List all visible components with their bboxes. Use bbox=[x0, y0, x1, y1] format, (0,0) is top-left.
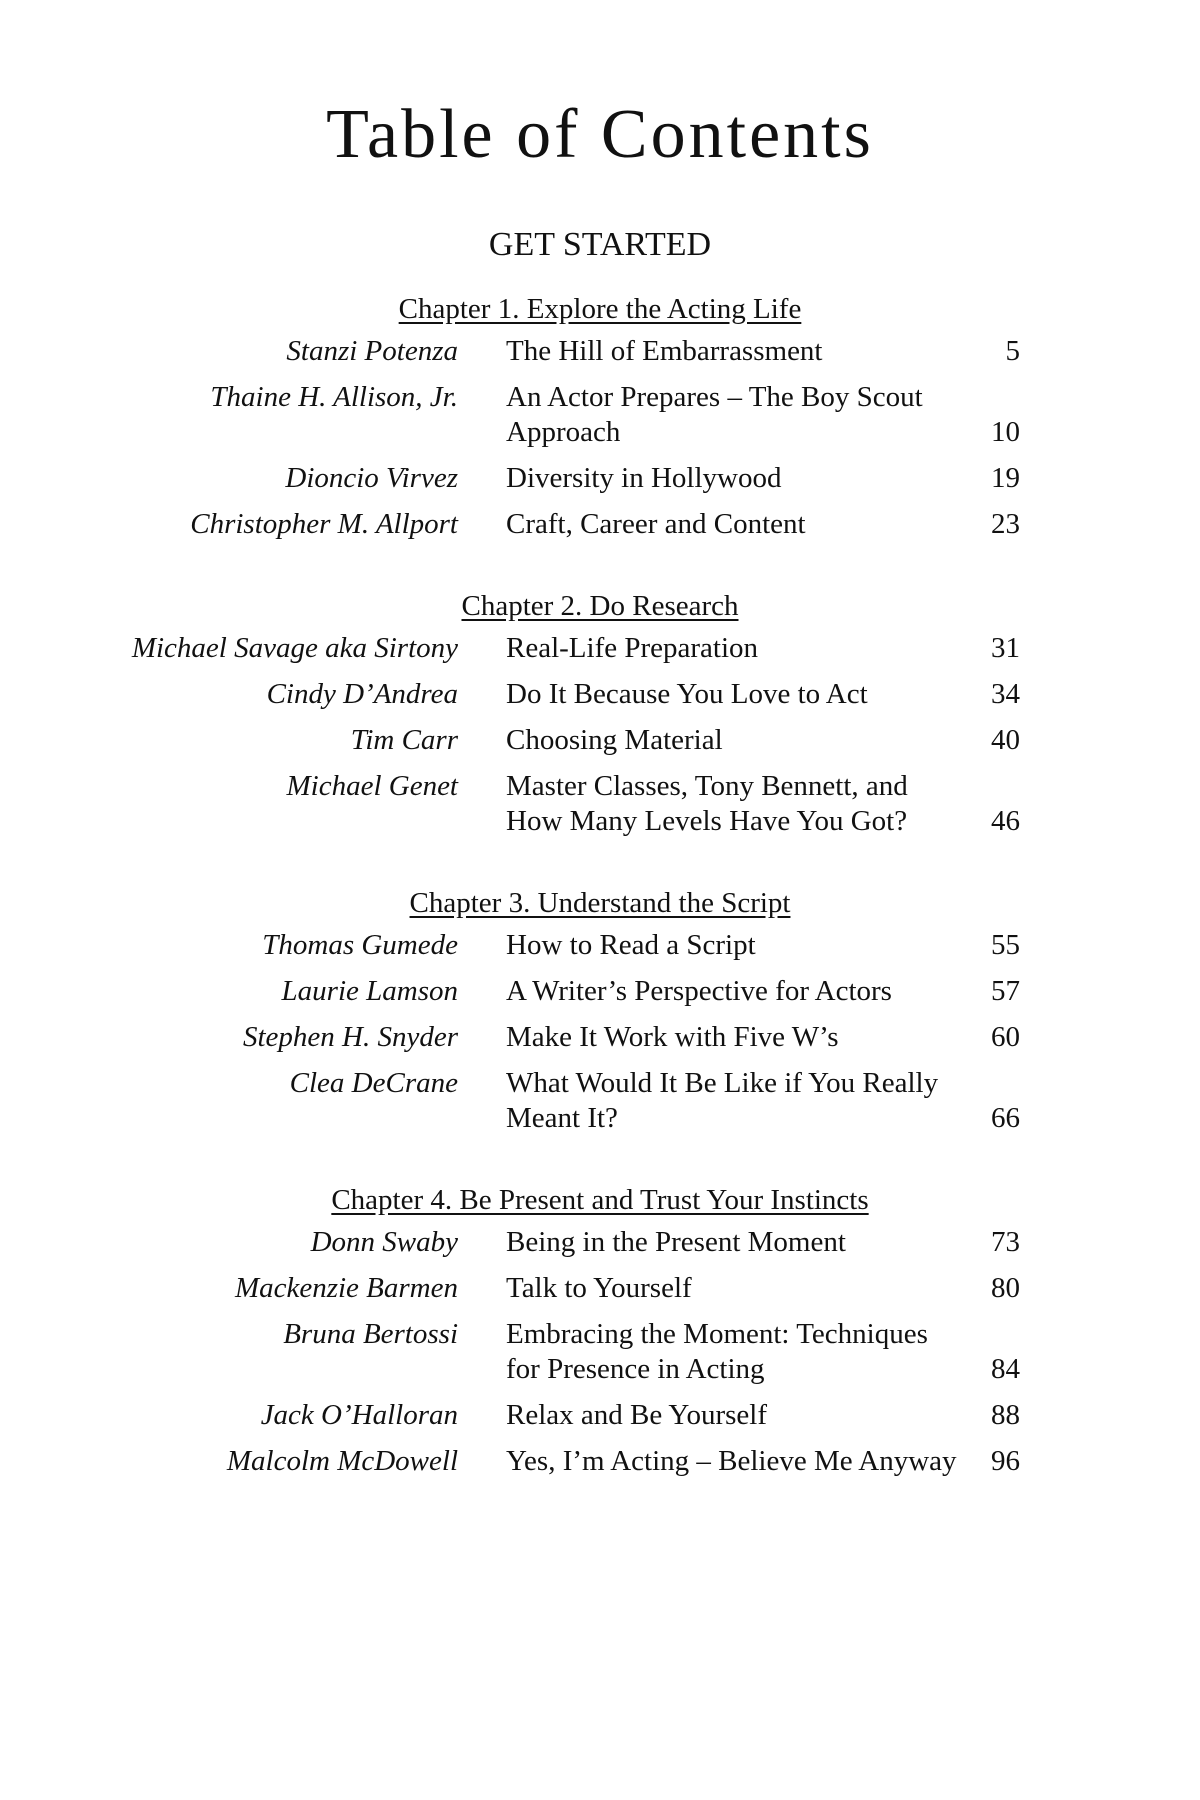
chapter-3 bbox=[0, 882, 1200, 1136]
toc-entry bbox=[0, 1225, 1200, 1260]
chapter-1 bbox=[0, 288, 1200, 542]
entry-page-number: 5 bbox=[1005, 335, 1020, 367]
toc-entry bbox=[0, 1020, 1200, 1055]
chapter-2 bbox=[0, 585, 1200, 839]
entry-title: Master Classes, Tony Bennett, and How Many Levels Have You Got? bbox=[506, 770, 908, 837]
entry-page-number: 19 bbox=[991, 462, 1020, 494]
toc-entry bbox=[0, 631, 1200, 666]
entry-title: Diversity in Hollywood bbox=[506, 462, 782, 494]
chapter-heading: Chapter 2. Do Research bbox=[461, 590, 739, 622]
entry-page-number: 40 bbox=[991, 724, 1020, 756]
entry-title: Being in the Present Moment bbox=[506, 1226, 846, 1258]
toc-entry bbox=[0, 380, 1200, 450]
toc-entry bbox=[0, 974, 1200, 1009]
entry-author: Stanzi Potenza bbox=[286, 335, 458, 367]
entry-title: Embracing the Moment: Techniques for Presence in Acting bbox=[506, 1318, 928, 1385]
toc-entry bbox=[0, 461, 1200, 496]
chapter-heading: Chapter 4. Be Present and Trust Your Instincts bbox=[331, 1184, 869, 1216]
chapter-list bbox=[0, 288, 1200, 1522]
entry-page-number: 88 bbox=[991, 1399, 1020, 1431]
entry-title: Real-Life Preparation bbox=[506, 632, 759, 664]
entry-title: A Writer’s Perspective for Actors bbox=[506, 975, 892, 1007]
entry-title: Relax and Be Yourself bbox=[506, 1399, 767, 1431]
entry-title: An Actor Prepares – The Boy Scout Approach bbox=[506, 381, 923, 448]
entry-author: Michael Savage aka Sirtony bbox=[131, 632, 458, 664]
entry-title: Talk to Yourself bbox=[506, 1272, 692, 1304]
toc-entry bbox=[0, 677, 1200, 712]
entry-author: Laurie Lamson bbox=[281, 975, 458, 1007]
entry-page-number: 96 bbox=[991, 1445, 1020, 1477]
toc-entry bbox=[0, 1317, 1200, 1387]
chapter-heading: Chapter 3. Understand the Script bbox=[409, 887, 791, 919]
toc-entry bbox=[0, 1444, 1200, 1479]
entry-title: Craft, Career and Content bbox=[506, 508, 806, 540]
entry-title: What Would It Be Like if You Really Meant It? bbox=[506, 1067, 939, 1134]
entry-author: Christopher M. Allport bbox=[190, 508, 458, 540]
entry-author: Malcolm McDowell bbox=[226, 1445, 458, 1477]
entry-title: Make It Work with Five W’s bbox=[506, 1021, 839, 1053]
entry-author: Stephen H. Snyder bbox=[242, 1021, 458, 1053]
toc-entry bbox=[0, 1271, 1200, 1306]
toc-entry bbox=[0, 1398, 1200, 1433]
entry-page-number: 31 bbox=[991, 632, 1020, 664]
entry-page-number: 60 bbox=[991, 1021, 1020, 1053]
entry-page-number: 55 bbox=[991, 929, 1020, 961]
toc-entry bbox=[0, 1066, 1200, 1136]
toc-entry bbox=[0, 928, 1200, 963]
entry-page-number: 66 bbox=[991, 1102, 1020, 1134]
toc-entry bbox=[0, 334, 1200, 369]
entry-author: Donn Swaby bbox=[310, 1226, 458, 1258]
chapter-4 bbox=[0, 1179, 1200, 1479]
entry-title: The Hill of Embarrassment bbox=[506, 335, 823, 367]
entry-page-number: 80 bbox=[991, 1272, 1020, 1304]
entry-author: Jack O’Halloran bbox=[260, 1399, 458, 1431]
entry-author: Tim Carr bbox=[350, 724, 458, 756]
entry-author: Bruna Bertossi bbox=[283, 1318, 458, 1350]
toc-entry bbox=[0, 507, 1200, 542]
entry-author: Thaine H. Allison, Jr. bbox=[210, 381, 458, 413]
entry-page-number: 57 bbox=[991, 975, 1020, 1007]
entry-page-number: 34 bbox=[991, 678, 1020, 710]
entry-author: Thomas Gumede bbox=[262, 929, 458, 961]
entry-page-number: 73 bbox=[991, 1226, 1020, 1258]
part-heading: GET STARTED bbox=[488, 226, 712, 263]
entry-page-number: 46 bbox=[991, 805, 1020, 837]
page-title: Table of Contents bbox=[326, 96, 874, 173]
toc-entry bbox=[0, 723, 1200, 758]
entry-author: Cindy D’Andrea bbox=[266, 678, 458, 710]
entry-author: Mackenzie Barmen bbox=[234, 1272, 458, 1304]
entry-title: How to Read a Script bbox=[506, 929, 756, 961]
entry-page-number: 84 bbox=[991, 1353, 1020, 1385]
entry-page-number: 10 bbox=[991, 416, 1020, 448]
entry-page-number: 23 bbox=[991, 508, 1020, 540]
chapter-heading: Chapter 1. Explore the Acting Life bbox=[398, 293, 802, 325]
entry-title: Yes, I’m Acting – Believe Me Anyway bbox=[506, 1445, 957, 1477]
entry-title: Choosing Material bbox=[506, 724, 723, 756]
entry-author: Dioncio Virvez bbox=[285, 462, 458, 494]
entry-title: Do It Because You Love to Act bbox=[506, 678, 868, 710]
entry-author: Clea DeCrane bbox=[289, 1067, 458, 1099]
entry-author: Michael Genet bbox=[286, 770, 458, 802]
toc-entry bbox=[0, 769, 1200, 839]
